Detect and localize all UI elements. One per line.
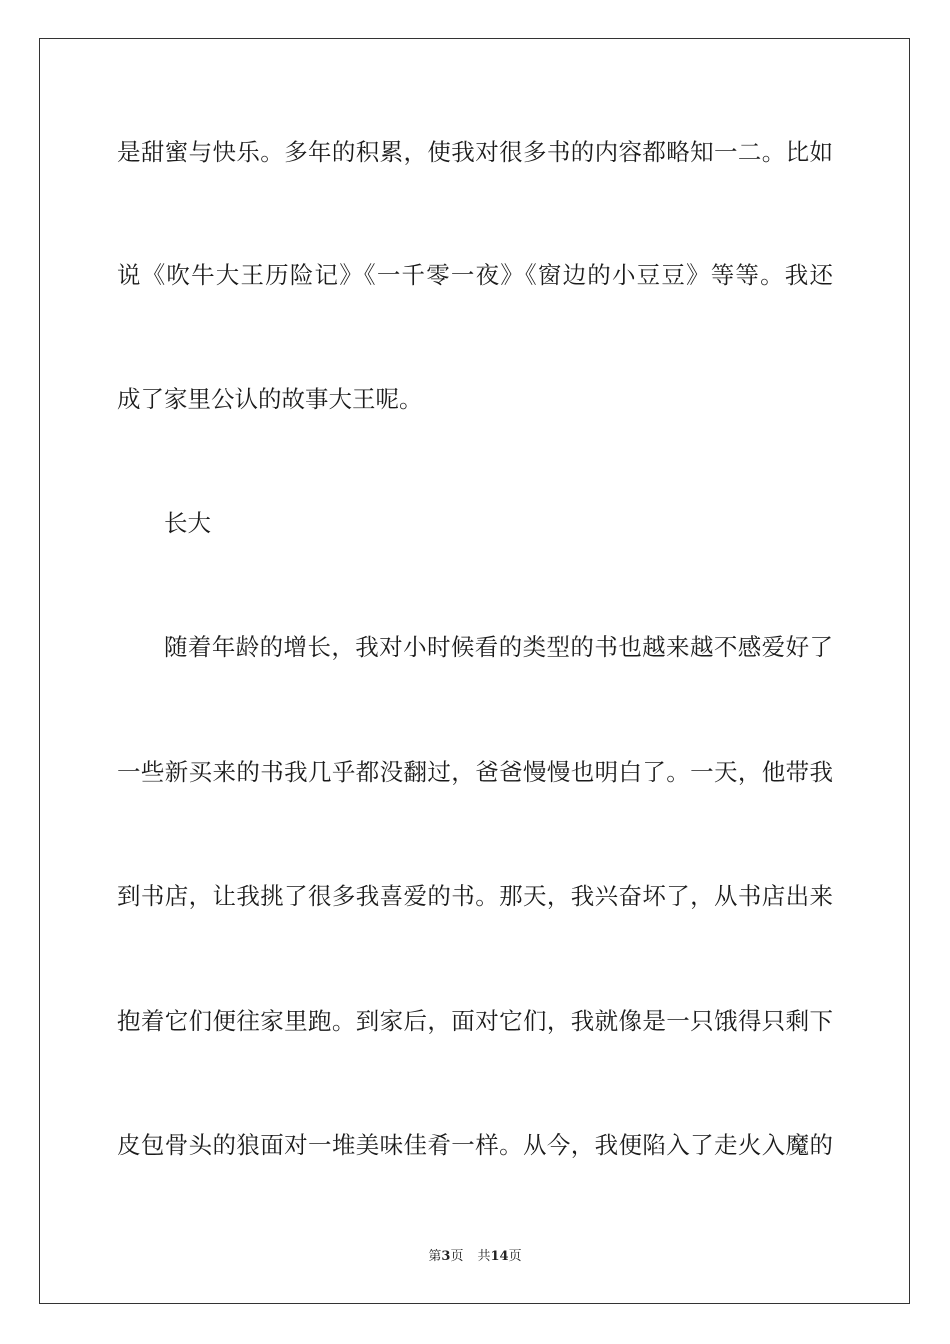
total-pages: 14 <box>490 1249 509 1264</box>
text-line: 抱着它们便往家里跑。到家后，面对它们，我就像是一只饿得只剩下 <box>117 1007 833 1035</box>
page-border <box>39 38 910 1304</box>
text-line: 一些新买来的书我几乎都没翻过，爸爸慢慢也明白了。一天，他带我 <box>117 758 833 786</box>
page-indicator: 第3页 <box>428 1249 464 1264</box>
total-pages-indicator: 共14页 <box>477 1249 522 1264</box>
text-line: 成了家里公认的故事大王呢。 <box>117 385 423 413</box>
text-line: 到书店，让我挑了很多我喜爱的书。那天，我兴奋坏了，从书店出来 <box>117 882 833 910</box>
section-heading: 长大 <box>164 509 211 537</box>
page-number: 3 <box>441 1249 451 1264</box>
text-line: 随着年龄的增长，我对小时候看的类型的书也越来越不感爱好了 <box>164 633 833 661</box>
text-line: 说《吹牛大王历险记》《一千零一夜》《窗边的小豆豆》等等。我还 <box>117 261 833 289</box>
page-footer <box>0 1248 950 1266</box>
text-line: 是甜蜜与快乐。多年的积累，使我对很多书的内容都略知一二。比如 <box>117 138 833 166</box>
text-line: 皮包骨头的狼面对一堆美味佳肴一样。从今，我便陷入了走火入魔的 <box>117 1131 833 1159</box>
